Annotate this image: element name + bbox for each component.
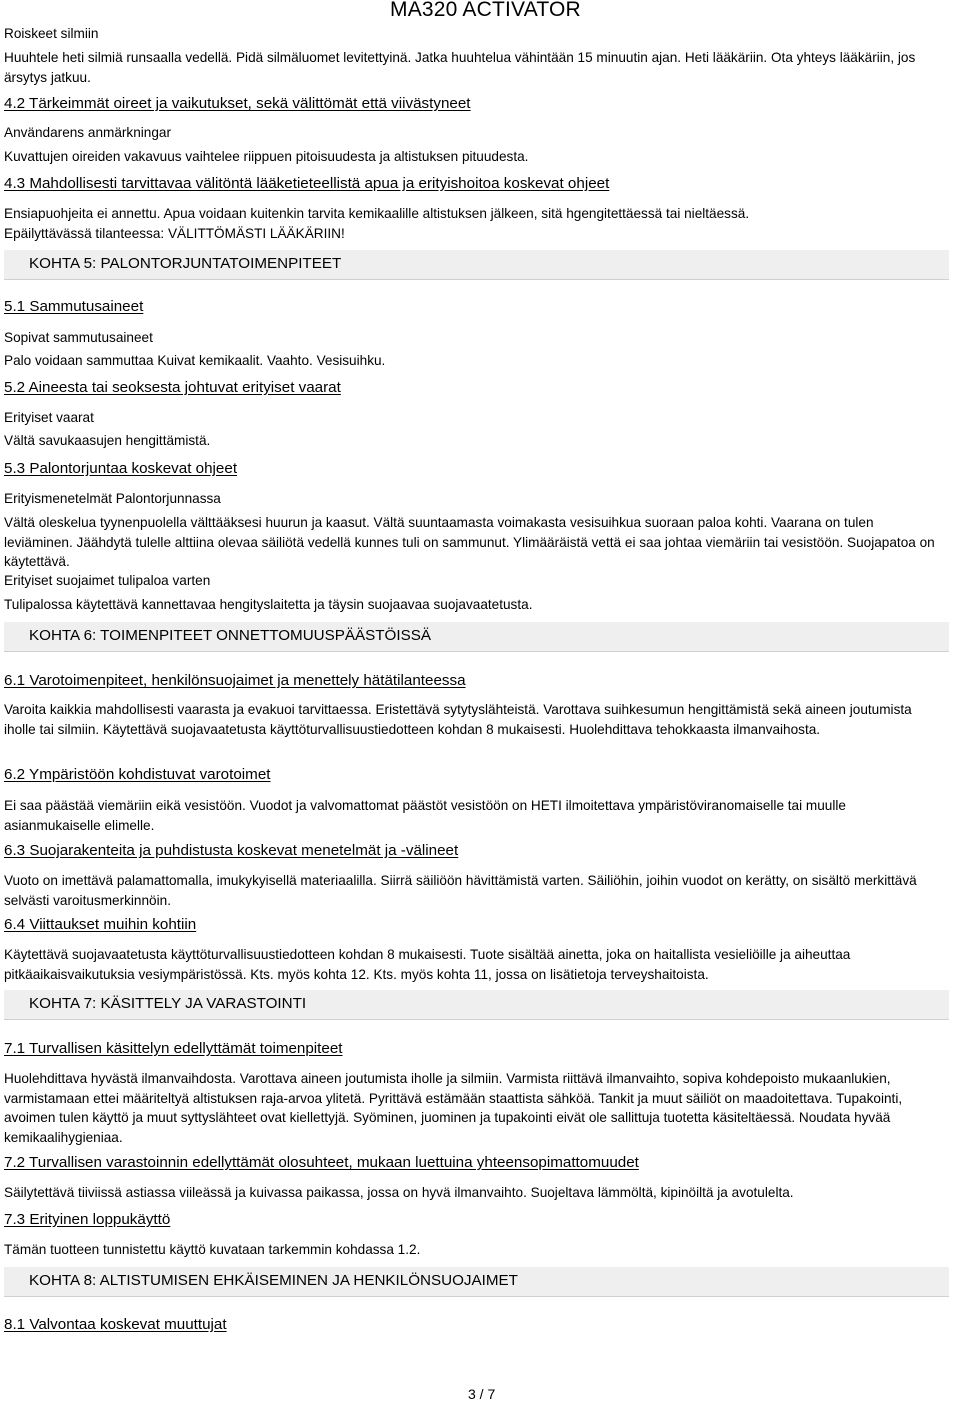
- heading-7-2: 7.2 Turvallisen varastoinnin edellyttämät olosuhteet, mukaan luettuina yhteensopimattomuudet: [4, 1154, 639, 1171]
- text-6-1: Varoita kaikkia mahdollisesti vaarasta ja evakuoi tarvittaessa. Eristettävä sytytyslähteistä. Varottava suihkesumun hengittämistä sekä aineen joutumista iholle tai silmiin. Käytettävä suojavaatetusta käyttöturvallisuustiedotteen kohdan 8 mukaisesti. Huolehdittava tehokkaasta ilmanvaihosta.: [4, 702, 912, 737]
- text-7-2: Säilytettävä tiiviissä astiassa viileässä ja kuivassa paikassa, jossa on hyvä ilmanvaihto. Suojeltava lämmöltä, kipinöiltä ja avotulelta.: [4, 1185, 794, 1200]
- heading-5-3: 5.3 Palontorjuntaa koskevat ohjeet: [4, 460, 238, 477]
- text-6-2: Ei saa päästää viemäriin eikä vesistöön. Vuodot ja valvomattomat päästöt vesistöön on HETI ilmoitettava ympäristöviranomaiselle tai muulle asianmukaiselle elimelle.: [4, 798, 846, 833]
- section-8-header: [4, 1267, 949, 1297]
- special-methods-text: Vältä oleskelua tyynenpuolella välttääksesi huurun ja kaasut. Vältä suuntaamasta voimakasta vesisuihkua suoraan paloa kohti. Vaarana on tulen leviäminen. Jäähdytä tulelle alttiina olevaa säiliötä vedellä kunnes tuli on sammunut. Ylimääräistä vettä ei saa johtaa viemäriin tai vesistöön. Suojapatoa on käytettävä.: [4, 515, 935, 569]
- special-methods-label: Erityismenetelmät Palontorjunnassa: [4, 491, 221, 506]
- text-6-4: Käytettävä suojavaatetusta käyttöturvallisuustiedotteen kohdan 8 mukaisesti. Tuote sisältää ainetta, joka on haitallista vesieliöille ja aiheuttaa pitkäaikaisvaikutuksia vesiympäristössä. Kts. myös kohta 12. Kts. myös kohta 11, jossa on lisätietoja terveyshaitoista.: [4, 947, 851, 982]
- text-7-3: Tämän tuotteen tunnistettu käyttö kuvataan tarkemmin kohdassa 1.2.: [4, 1242, 421, 1257]
- heading-5-1: 5.1 Sammutusaineet: [4, 298, 144, 315]
- heading-4-2: 4.2 Tärkeimmät oireet ja vaikutukset, sekä välittömät että viivästyneet: [4, 95, 471, 112]
- section-6-header: [4, 622, 949, 652]
- suspect-text: Epäilyttävässä tilanteessa: VÄLITTÖMÄSTI LÄÄKÄRIIN!: [4, 226, 345, 241]
- first-aid-text: Ensiapuohjeita ei annettu. Apua voidaan kuitenkin tarvita kemikaalille altistuksen jälkeen, sitä hgengitettäessä tai nieltäessä.: [4, 206, 750, 221]
- section-5-header: [4, 250, 949, 280]
- page-number: 3 / 7: [468, 1386, 496, 1402]
- text-6-3: Vuoto on imettävä palamattomalla, imukykyisellä materiaalilla. Siirrä säiliöön hävittämistä varten. Säiliöhin, joihin vuodot on kerätty, on sisältö merkittävä selvästi varoitusmerkinnöin.: [4, 873, 917, 908]
- section-5-title: KOHTA 5: PALONTORJUNTATOIMENPITEET: [29, 255, 342, 272]
- section-7-header: [4, 990, 949, 1020]
- protective-equipment-text: Tulipalossa käytettävä kannettavaa hengityslaitetta ja täysin suojaavaa suojavaatetusta.: [4, 597, 533, 612]
- user-remarks-label: Användarens anmärkningar: [4, 125, 172, 140]
- heading-4-3: 4.3 Mahdollisesti tarvittavaa välitöntä lääketieteellistä apua ja erityishoitoa koskevat ohjeet: [4, 175, 610, 192]
- section-7-title: KOHTA 7: KÄSITTELY JA VARASTOINTI: [29, 995, 307, 1012]
- suitable-media-text: Palo voidaan sammuttaa Kuivat kemikaalit. Vaahto. Vesisuihku.: [4, 353, 386, 368]
- eye-contact-label: Roiskeet silmiin: [4, 26, 99, 41]
- section-6-title: KOHTA 6: TOIMENPITEET ONNETTOMUUSPÄÄSTÖISSÄ: [29, 627, 431, 644]
- suitable-media-label: Sopivat sammutusaineet: [4, 330, 153, 345]
- product-title: MA320 ACTIVATOR: [390, 0, 581, 21]
- heading-6-2: 6.2 Ympäristöön kohdistuvat varotoimet: [4, 766, 271, 783]
- user-remarks-text: Kuvattujen oireiden vakavuus vaihtelee riippuen pitoisuudesta ja altistuksen pituudesta.: [4, 149, 529, 164]
- heading-5-2: 5.2 Aineesta tai seoksesta johtuvat erityiset vaarat: [4, 379, 341, 396]
- heading-7-1: 7.1 Turvallisen käsittelyn edellyttämät toimenpiteet: [4, 1040, 343, 1057]
- heading-8-1: 8.1 Valvontaa koskevat muuttujat: [4, 1316, 227, 1333]
- heading-6-1: 6.1 Varotoimenpiteet, henkilönsuojaimet ja menettely hätätilanteessa: [4, 672, 466, 689]
- heading-6-4: 6.4 Viittaukset muihin kohtiin: [4, 916, 197, 933]
- special-hazards-label: Erityiset vaarat: [4, 410, 94, 425]
- protective-equipment-label: Erityiset suojaimet tulipaloa varten: [4, 573, 211, 588]
- section-8-title: KOHTA 8: ALTISTUMISEN EHKÄISEMINEN JA HENKILÖNSUOJAIMET: [29, 1272, 518, 1289]
- eye-contact-text: Huuhtele heti silmiä runsaalla vedellä. Pidä silmäluomet levitettyinä. Jatka huuhtelua vähintään 15 minuutin ajan. Heti lääkäriin. Ota yhteys lääkäriin, jos ärsytys jatkuu.: [4, 50, 916, 85]
- special-hazards-text: Vältä savukaasujen hengittämistä.: [4, 433, 211, 448]
- heading-6-3: 6.3 Suojarakenteita ja puhdistusta koskevat menetelmät ja -välineet: [4, 842, 459, 859]
- heading-7-3: 7.3 Erityinen loppukäyttö: [4, 1211, 171, 1228]
- text-7-1: Huolehdittava hyvästä ilmanvaihdosta. Varottava aineen joutumista iholle ja silmiin. Varmista riittävä ilmanvaihto, sopiva kohdepoisto mukaanlukien, varmistamaan ettei määriteltyä altistuksen raja-arvoa ylitetä. Pyrittävä estämään staattista sähköä. Tankit ja muut säiliöt on maadoitettava. Tupakointi, avoimen tulen käyttö ja muut syttyslähteet ovat kiellettyjä. Syöminen, juominen ja tupakointi eivät ole sallittuja tuotetta käsiteltäessä. Noudata hyvää kemikaalihygieniaa.: [4, 1071, 903, 1145]
